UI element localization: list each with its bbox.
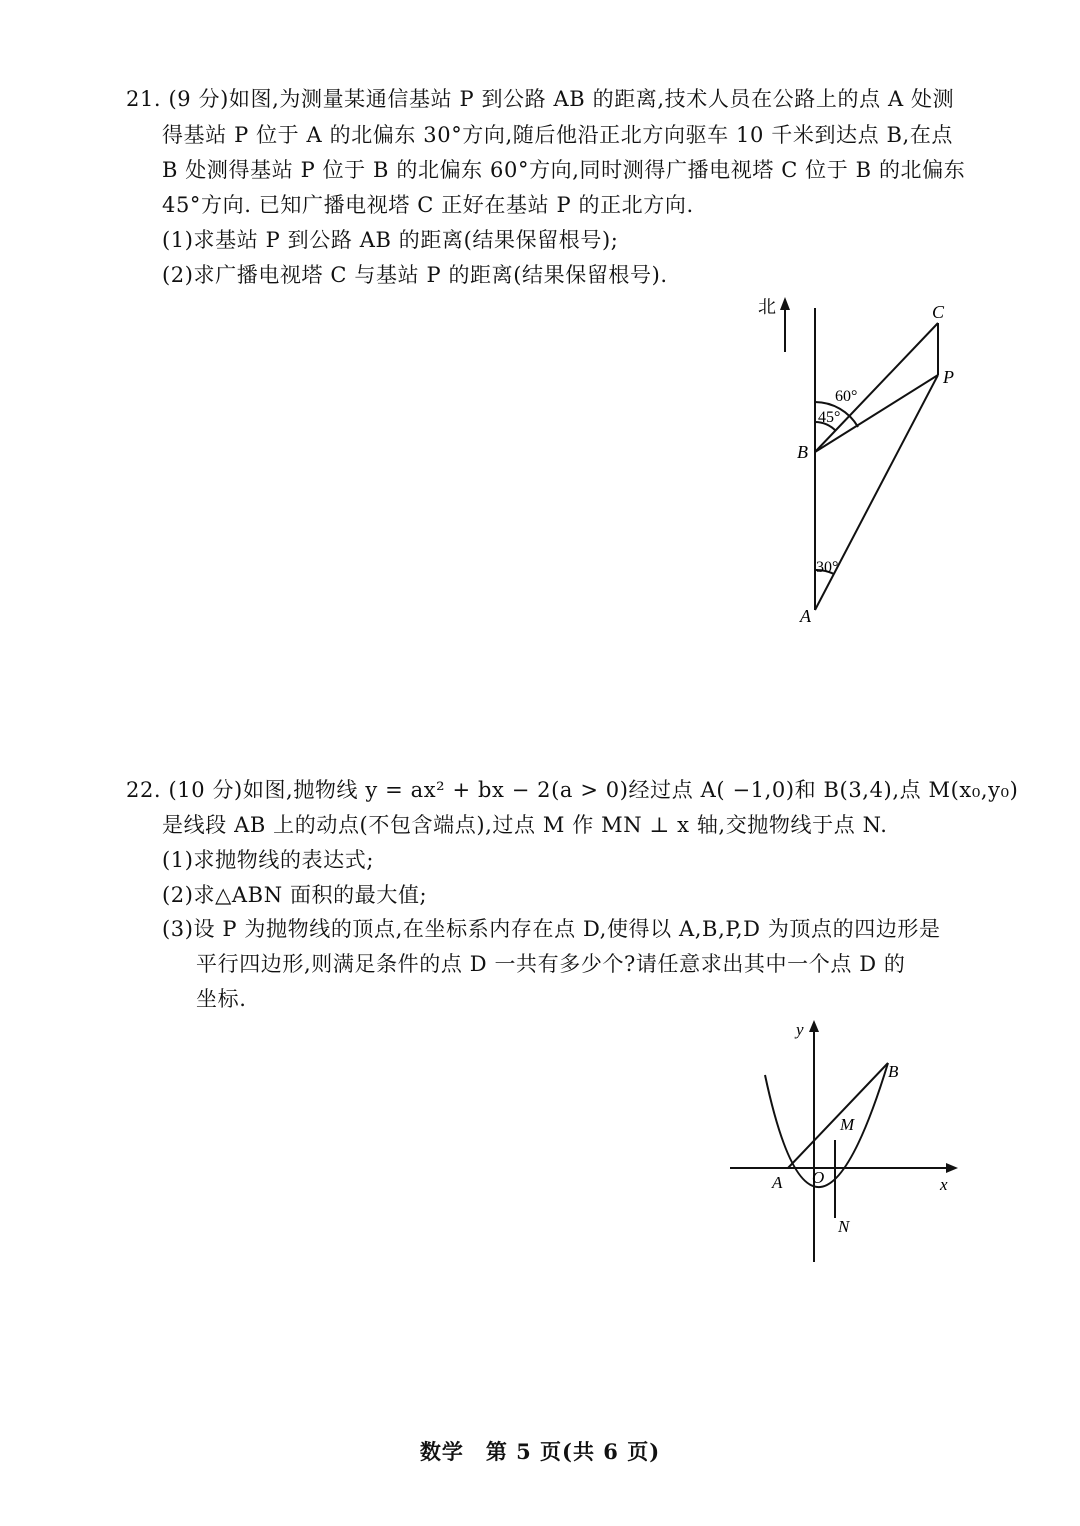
angle-label-60: 60°	[835, 388, 858, 405]
label-y: y	[796, 1020, 804, 1039]
q21-part-1: (1)求基站 P 到公路 AB 的距离(结果保留根号);	[162, 228, 619, 252]
label-B: B	[888, 1062, 899, 1081]
q22-line-2: 是线段 AB 上的动点(不包含端点),过点 M 作 MN ⊥ x 轴,交抛物线于点 N.	[162, 813, 888, 837]
q22-part-3-cont: 平行四边形,则满足条件的点 D 一共有多少个?请任意求出其中一个点 D 的	[196, 952, 906, 976]
q21-line-3: B 处测得基站 P 位于 B 的北偏东 60°方向,同时测得广播电视塔 C 位于 B 的北偏东	[162, 158, 966, 182]
y-axis-arrow-icon	[809, 1020, 819, 1032]
label-O: O	[812, 1168, 825, 1187]
label-x: x	[940, 1175, 948, 1194]
angle-label-30: 30°	[816, 559, 839, 576]
segment-AB	[788, 1063, 888, 1168]
label-N: N	[838, 1217, 850, 1236]
north-label: 北	[758, 297, 776, 317]
q21-line-1: 21. (9 分)如图,为测量某通信基站 P 到公路 AB 的距离,技术人员在公路上的点 A 处测	[126, 87, 955, 111]
label-A: A	[772, 1173, 783, 1192]
page-footer: 数学 第 5 页(共 6 页)	[419, 1439, 661, 1464]
q22-part-2: (2)求△ABN 面积的最大值;	[162, 883, 428, 907]
q22-part-3-end: 坐标.	[196, 987, 247, 1011]
q21-part-2: (2)求广播电视塔 C 与基站 P 的距离(结果保留根号).	[162, 263, 668, 287]
label-C: C	[932, 302, 945, 322]
angle-label-45: 45°	[818, 409, 841, 426]
label-M: M	[840, 1115, 855, 1134]
q22-part-1: (1)求抛物线的表达式;	[162, 848, 375, 872]
q22-part-3: (3)设 P 为抛物线的顶点,在坐标系内存在点 D,使得以 A,B,P,D 为顶点的四边形是	[162, 917, 941, 941]
x-axis-arrow-icon	[946, 1163, 958, 1173]
label-A: A	[800, 606, 811, 626]
q22-line-1: 22. (10 分)如图,抛物线 y = ax² + bx − 2(a > 0)经过点 A( −1,0)和 B(3,4),点 M(x₀,y₀)	[126, 778, 1019, 802]
q21-line-2: 得基站 P 位于 A 的北偏东 30°方向,随后他沿正北方向驱车 10 千米到达点 B,在点	[162, 123, 954, 147]
label-P: P	[943, 367, 954, 387]
q21-line-4: 45°方向. 已知广播电视塔 C 正好在基站 P 的正北方向.	[162, 193, 694, 217]
label-B: B	[797, 442, 808, 462]
